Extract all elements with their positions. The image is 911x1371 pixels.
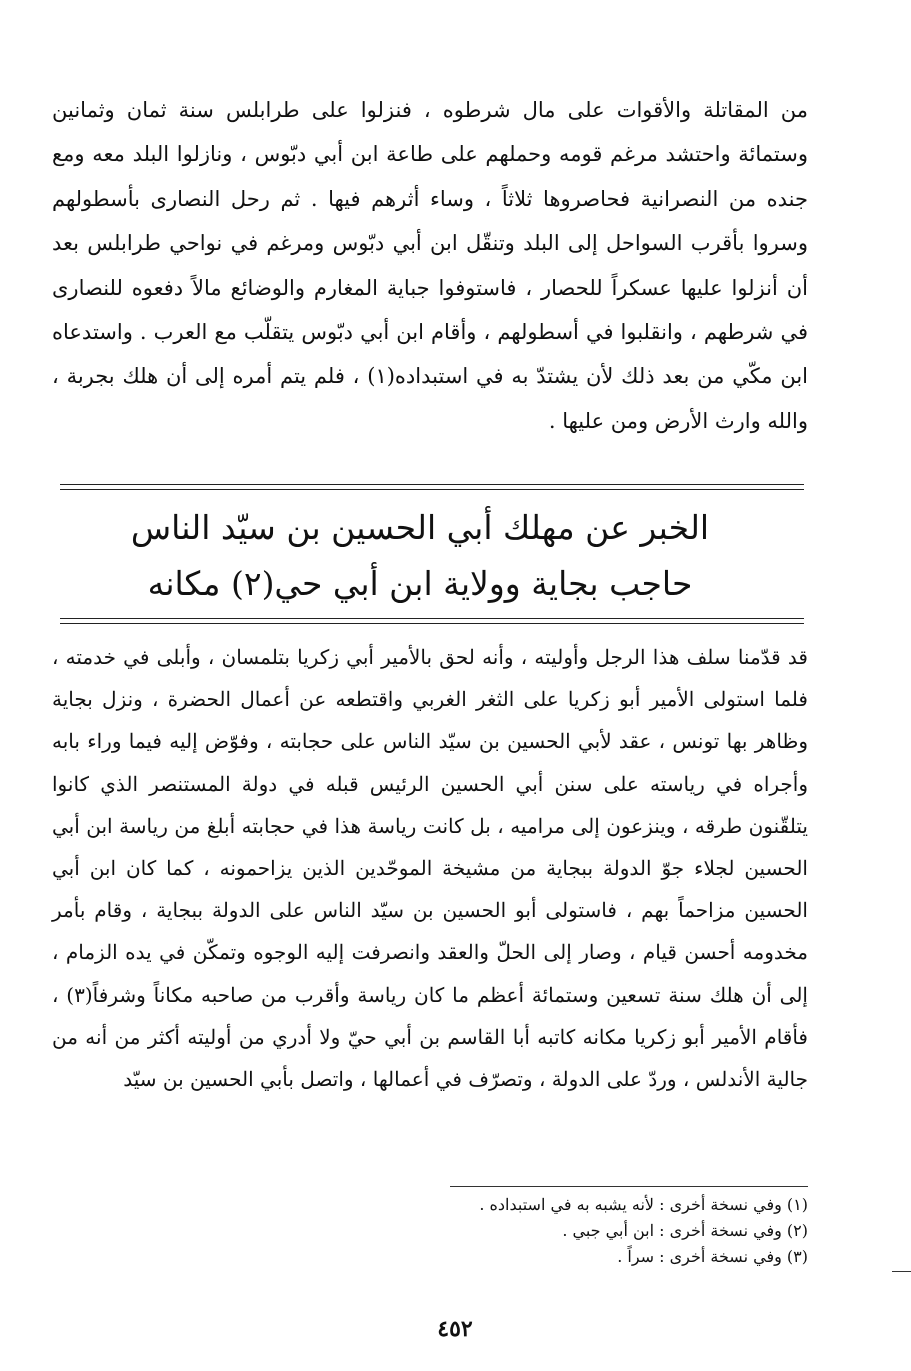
heading-rule-bottom-1 bbox=[60, 618, 804, 619]
footnote-3: (٣) وفي نسخة أخرى : سراً . bbox=[617, 1247, 808, 1266]
page-number: ٤٥٢ bbox=[437, 1316, 473, 1342]
margin-mark bbox=[892, 1271, 911, 1272]
heading-rule-top-2 bbox=[60, 489, 804, 490]
footnotes-list bbox=[300, 1192, 808, 1270]
section-heading-line-2: حاجب بجاية وولاية ابن أبي حي(٢) مكانه bbox=[147, 564, 693, 603]
heading-rule-bottom-2 bbox=[60, 623, 804, 624]
top-paragraph: من المقاتلة والأقوات على مال شرطوه ، فنزلوا على طرابلس سنة ثمان وثمانين وستمائة واحتشد مرغم قومه وحملهم على طاعة ابن أبي دبّوس ، ونازلوا البلد معه ومع جنده من النصرانية فحاصروها ثلاثاً ، وساء أثرهم فيها . ثم رحل النصارى بأسطولهم وسروا بأقرب السواحل إلى البلد وتنقّل ابن أبي دبّوس ومرغم في نواحي طرابلس بعد أن أنزلوا عليها عسكراً للحصار ، فاستوفوا جباية المغارم والوضائع مالاً دفعوه للنصارى في شرطهم ، وانقلبوا في أسطولهم ، وأقام ابن أبي دبّوس يتقلّب مع العرب . واستدعاه ابن مكّي من بعد ذلك لأن يشتدّ به في استبداده(١) ، فلم يتم أمره إلى أن هلك بجربة ، والله وارث الأرض ومن عليها . bbox=[52, 98, 809, 433]
heading-rule-top-1 bbox=[60, 484, 804, 485]
footnote-separator bbox=[450, 1186, 808, 1187]
main-paragraph: قد قدّمنا سلف هذا الرجل وأوليته ، وأنه لحق بالأمير أبي زكريا بتلمسان ، وأبلى في خدمته ، فلما استولى الأمير أبو زكريا على الثغر الغربي واقتطعه عن أعمال الحضرة ، ونزل بجاية وظاهر بها تونس ، عقد لأبي الحسين بن سيّد الناس على حجابته ، وفوّض إليه فيما وراء بابه وأجراه في رياسته على سنن أبي الحسين الرئيس قبله في دولة المستنصر الذي كانوا يتلقّنون طرقه ، وينزعون إلى مراميه ، بل كانت رياسة هذا في حجابته أبلغ من رياسة ابن أبي الحسين لجلاء جوّ الدولة ببجاية من مشيخة الموحّدين الذين يزاحمونه ، كما كان ابن أبي الحسين مزاحماً بهم ، فاستولى أبو الحسين بن سيّد الناس على الدولة ببجاية ، وقام بأمر مخدومه أحسن قيام ، وصار إلى الحلّ والعقد وانصرفت إليه الوجوه وتمكّن في يده الزمام ، إلى أن هلك سنة تسعين وستمائة أعظم ما كان رياسة وأقرب من صاحبه مكاناً وشرفاً(٣) ، فأقام الأمير أبو زكريا مكانه كاتبه أبا القاسم بن أبي حيّ ولا أدري من أوليته أكثر من أنه من جالية الأندلس ، وردّ على الدولة ، وتصرّف في أعمالها ، واتصل بأبي الحسين بن سيّد bbox=[52, 645, 808, 1092]
footnote-2: (٢) وفي نسخة أخرى : ابن أبي جبي . bbox=[562, 1221, 808, 1240]
section-heading-line-1: الخبر عن مهلك أبي الحسين بن سيّد الناس bbox=[130, 508, 710, 547]
footnote-1: (١) وفي نسخة أخرى : لأنه يشبه به في استبداده . bbox=[479, 1195, 808, 1214]
